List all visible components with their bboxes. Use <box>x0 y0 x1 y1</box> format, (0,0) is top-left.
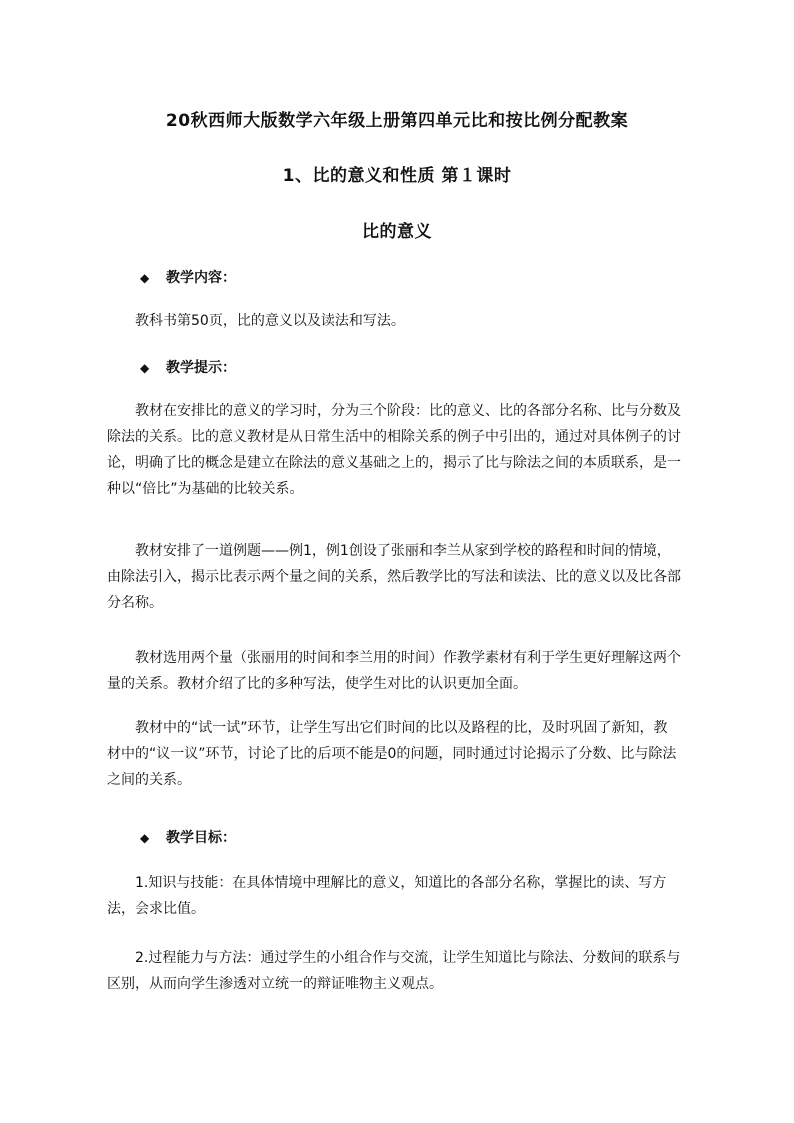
document-title: 20秋西师大版数学六年级上册第四单元比和按比例分配教案 <box>165 111 629 131</box>
goals-paragraph-2: 2.过程能力与方法：通过学生的小组合作与交流，让学生知道比与除法、分数间的联系与区别，从而向学生渗透对立统一的辩证唯物主义观点。 <box>107 950 681 992</box>
diamond-bullet-icon: ◆ <box>140 831 150 845</box>
section-heading-content <box>140 267 236 287</box>
content-paragraph: 教科书第50页，比的意义以及读法和写法。 <box>135 313 405 329</box>
diamond-bullet-icon: ◆ <box>140 361 150 375</box>
topic-title: 比的意义 <box>362 222 432 242</box>
hints-paragraph-4: 教材中的“试一试”环节，让学生写出它们时间的比以及路程的比，及时巩固了新知，教材中的“议一议”环节，讨论了比的后项不能是0的问题，同时通过讨论揭示了分数、比与除法之间的关系。 <box>107 720 677 788</box>
hints-paragraph-2: 教材安排了一道例题——例1，例1创设了张丽和李兰从家到学校的路程和时间的情境，由除法引入，揭示比表示两个量之间的关系，然后教学比的写法和读法、比的意义以及比各部分名称。 <box>107 543 681 611</box>
section-heading-goals <box>140 827 236 847</box>
section-heading-label: 教学目标： <box>166 830 236 846</box>
goals-paragraph-1: 1.知识与技能：在具体情境中理解比的意义，知道比的各部分名称，掌握比的读、写方法，会求比值。 <box>107 875 667 917</box>
section-heading-hints <box>140 357 236 377</box>
lesson-title: 1、比的意义和性质 第１课时 <box>282 166 512 186</box>
hints-paragraph-3: 教材选用两个量（张丽用的时间和李兰用的时间）作教学素材有利于学生更好理解这两个量的关系。教材介绍了比的多种写法，使学生对比的认识更加全面。 <box>107 650 681 692</box>
section-heading-label: 教学提示： <box>166 360 236 376</box>
hints-paragraph-1: 教材在安排比的意义的学习时，分为三个阶段：比的意义、比的各部分名称、比与分数及除法的关系。比的意义教材是从日常生活中的相除关系的例子中引出的，通过对具体例子的讨论，明确了比的概念是建立在除法的意义基础之上的，揭示了比与除法之间的本质联系，是一种以“倍比”为基础的比较关系。 <box>107 403 681 497</box>
diamond-bullet-icon: ◆ <box>140 271 150 285</box>
section-heading-label: 教学内容： <box>166 270 236 286</box>
